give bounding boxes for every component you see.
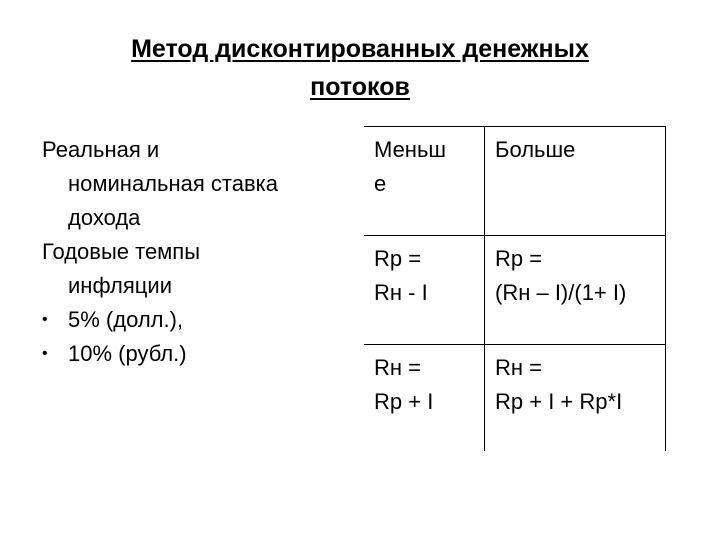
cell-text: Rр = (374, 246, 422, 271)
slide-title (0, 30, 720, 106)
left-line-5: инфляции (68, 273, 172, 298)
table-cell (364, 236, 485, 345)
table-cell (485, 236, 666, 345)
table-cell (364, 127, 485, 236)
cell-text: Больше (495, 137, 576, 162)
cell-text: е (374, 171, 387, 196)
table-cell (485, 345, 666, 452)
table-row (364, 127, 666, 236)
title-line-2: потоков (310, 73, 410, 101)
comparison-table (364, 126, 666, 451)
left-line-3: дохода (68, 205, 141, 230)
cell-text: Rн = (495, 355, 542, 380)
cell-text: Rр = (495, 246, 543, 271)
bullet-icon: • (42, 311, 48, 328)
bullet-text: 10% (рубл.) (68, 341, 187, 366)
bullet-item (42, 337, 352, 371)
table-row (364, 236, 666, 345)
table-cell (485, 127, 666, 236)
left-line-1: Реальная и (42, 137, 160, 162)
bullet-text: 5% (долл.), (68, 307, 184, 332)
cell-text: Меньш (374, 137, 447, 162)
table-row (364, 345, 666, 452)
bullet-icon: • (42, 345, 48, 362)
cell-text: (Rн – I)/(1+ I) (495, 280, 627, 305)
cell-text: Rр + I + Rр*I (495, 389, 623, 414)
left-line-2: номинальная ставка (68, 171, 278, 196)
left-text-block (42, 133, 352, 371)
table-cell (364, 345, 485, 452)
left-line-4: Годовые темпы (42, 239, 201, 264)
title-line-1: Метод дисконтированных денежных (131, 35, 589, 63)
bullet-item (42, 303, 352, 337)
cell-text: Rр + I (374, 389, 434, 414)
cell-text: Rн - I (374, 280, 428, 305)
cell-text: Rн = (374, 355, 421, 380)
